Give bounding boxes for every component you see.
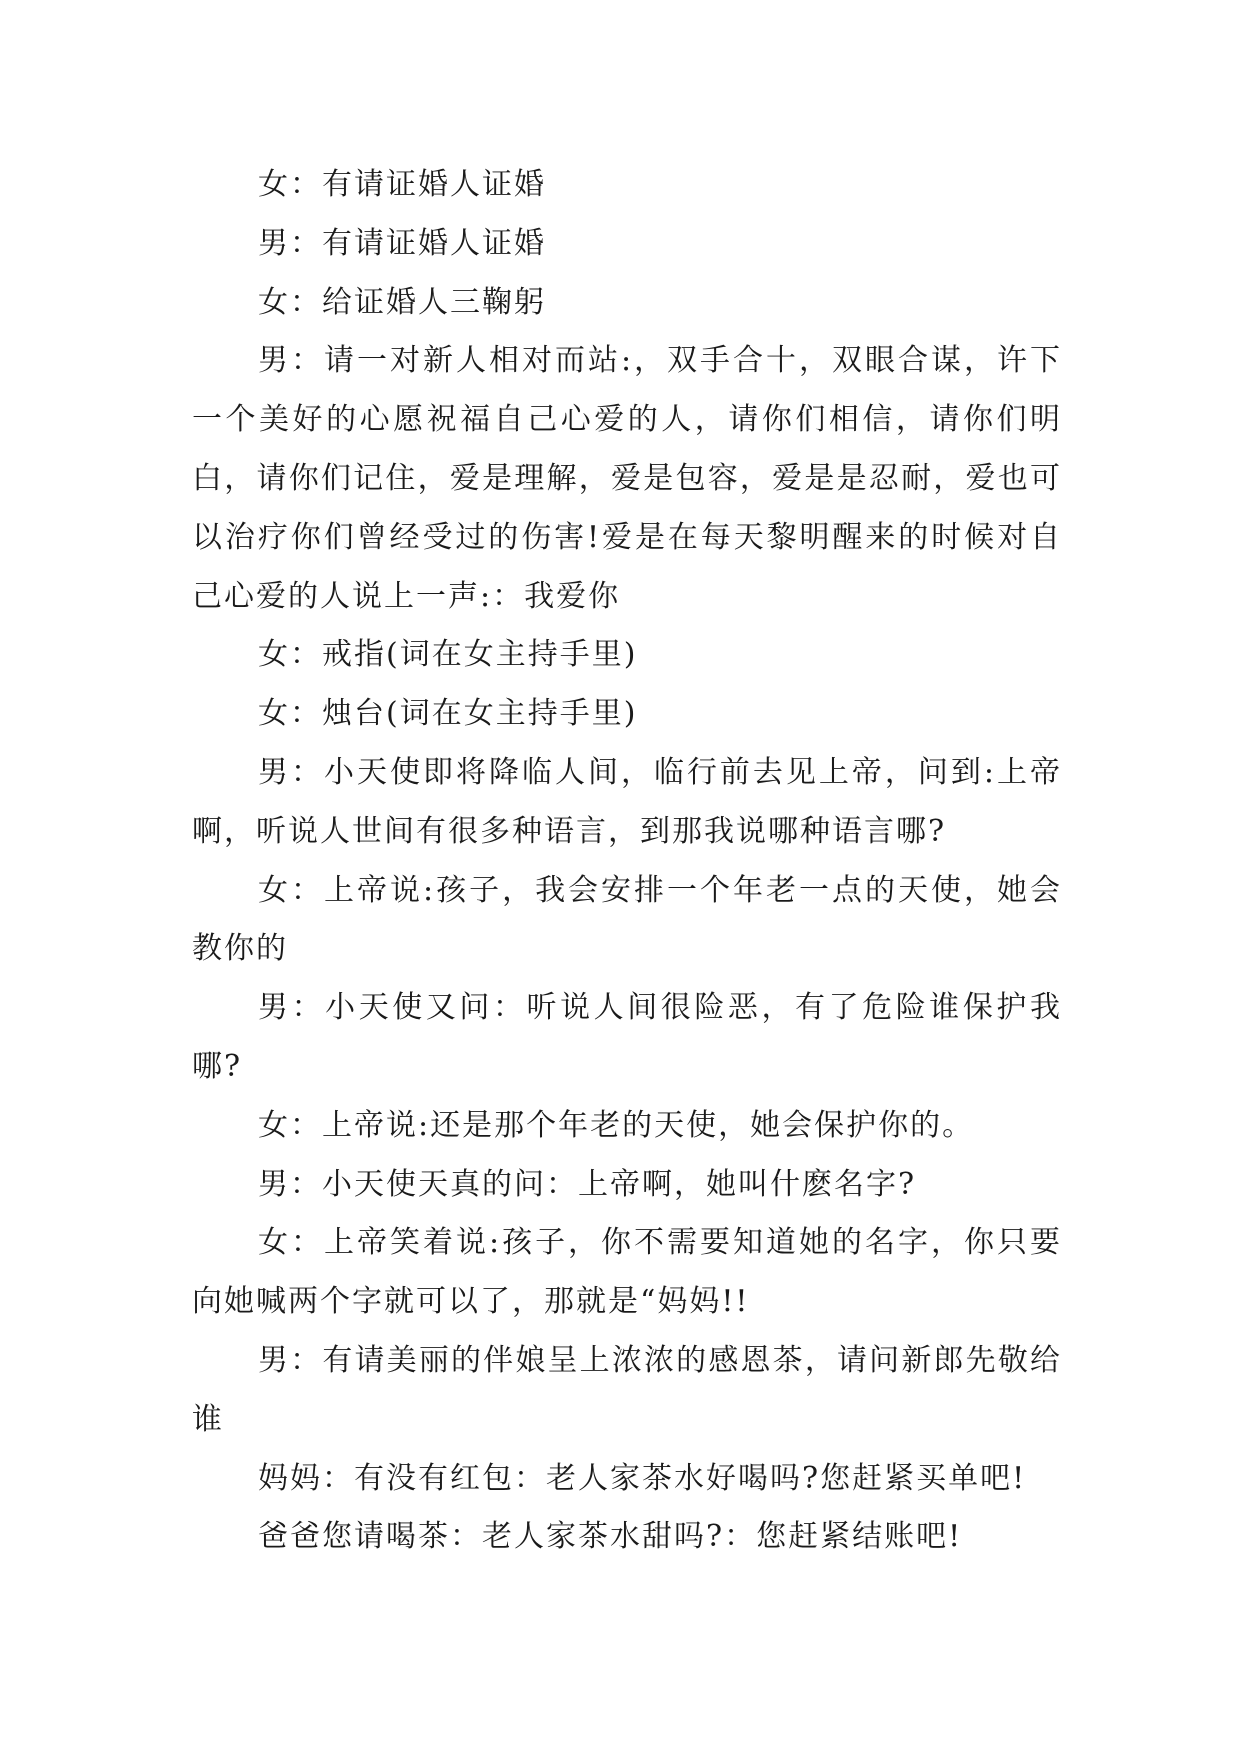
paragraph: 妈妈：有没有红包：老人家茶水好喝吗?您赶紧买单吧!	[258, 1460, 1027, 1496]
paragraph: 男：小天使又问：听说人间很险恶，有了危险谁保护我哪?	[192, 990, 1062, 1084]
document-page	[192, 156, 1062, 1567]
paragraph: 女：上帝笑着说:孩子，你不需要知道她的名字，你只要向她喊两个字就可以了，那就是“妈妈!!	[192, 1225, 1062, 1320]
paragraph: 女：上帝说:还是那个年老的天使，她会保护你的。	[258, 1107, 975, 1143]
paragraph: 女：有请证婚人证婚	[258, 167, 546, 202]
paragraph: 爸爸您请喝茶：老人家茶水甜吗?：您赶紧结账吧!	[258, 1519, 963, 1555]
paragraph: 女：烛台(词在女主持手里)	[258, 696, 638, 732]
paragraph: 女：戒指(词在女主持手里)	[258, 637, 638, 673]
paragraph: 男：请一对新人相对而站:，双手合十，双眼合谋，许下一个美好的心愿祝福自己心爱的人，请你们相信，请你们明白，请你们记住，爱是理解，爱是包容，爱是是忍耐，爱也可以治疗你们曾经受过的伤害!爱是在每天黎明醒来的时候对自己心爱的人说上一声:：我爱你	[192, 343, 1062, 614]
paragraph: 男：小天使即将降临人间，临行前去见上帝，问到:上帝啊，听说人世间有很多种语言，到那我说哪种语言哪?	[192, 754, 1062, 849]
paragraph: 男：小天使天真的问：上帝啊，她叫什麽名字?	[258, 1166, 917, 1202]
paragraph: 男：有请证婚人证婚	[258, 225, 546, 261]
paragraph: 女：给证婚人三鞠躬	[258, 284, 546, 320]
paragraph: 男：有请美丽的伴娘呈上浓浓的感恩茶，请问新郎先敬给谁	[192, 1342, 1062, 1437]
paragraph: 女：上帝说:孩子，我会安排一个年老一点的天使，她会教你的	[192, 872, 1062, 967]
